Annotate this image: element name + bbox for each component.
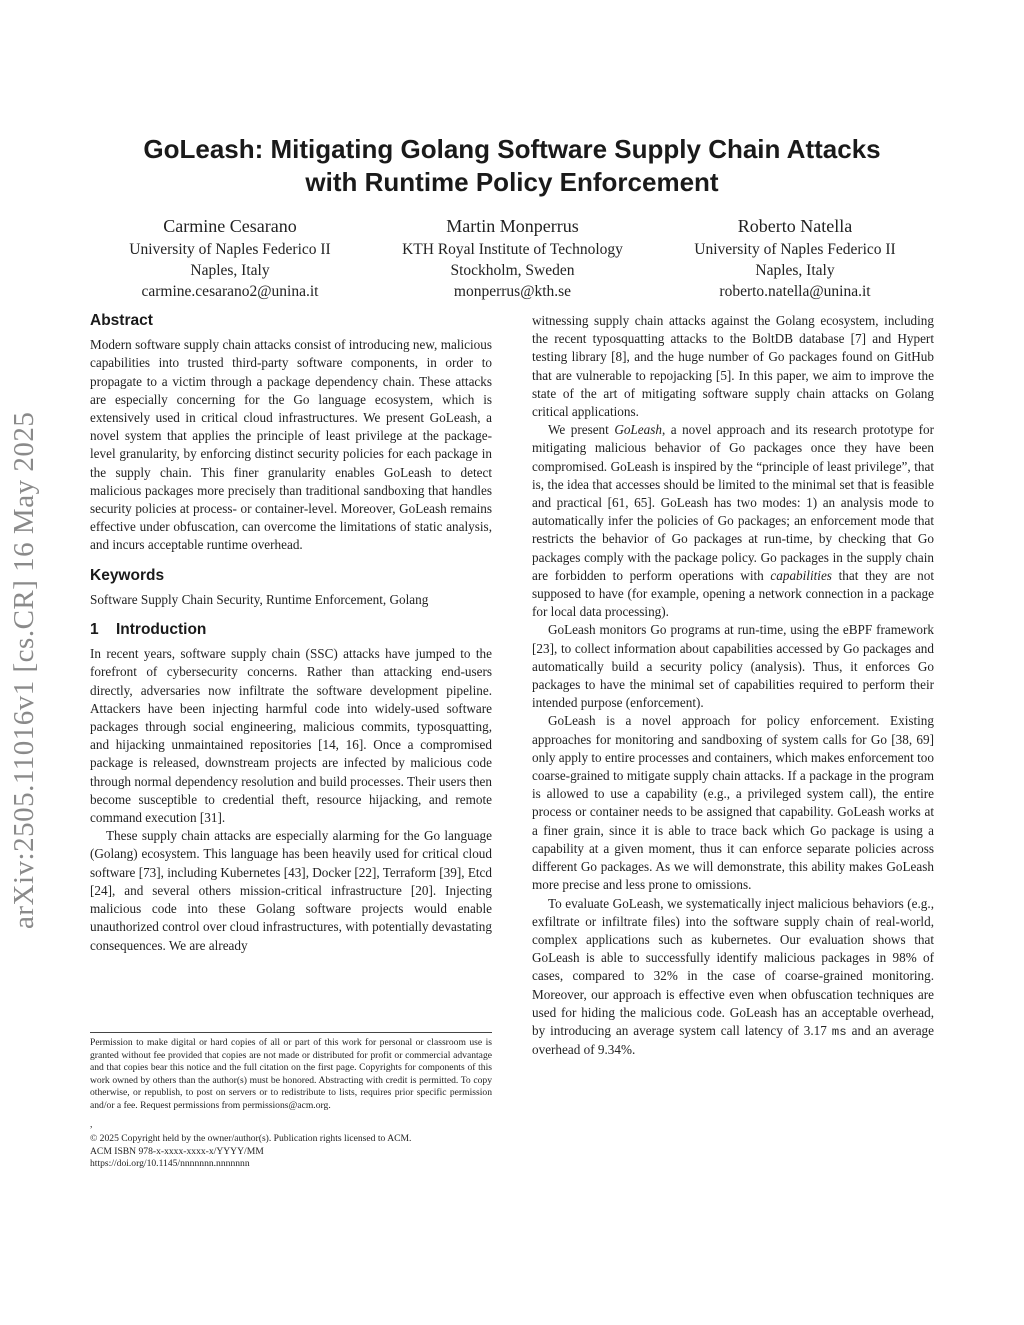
title-line-1: GoLeash: Mitigating Golang Software Supply Chain Attacks: [143, 134, 881, 164]
keywords-text: Software Supply Chain Security, Runtime Enforcement, Golang: [90, 591, 429, 607]
author-email[interactable]: carmine.cesarano2@unina.it: [141, 283, 319, 300]
unit-ms: ms: [831, 1024, 847, 1039]
intro-paragraph: In recent years, software supply chain (SSC) attacks have jumped to the forefront of cybersecurity concerns. Rather than attacking end-users directly, adversaries now infiltrate the software development pipeline. Attackers have been injecting harmful code into widely-used software packages through social engineering, malicious commits, typosquatting, and hijacking unmaintained repositories [14, 16]. Once a compromised package is released, downstream projects are infected by malicious code through normal dependency resolution and build processes. Their users then become susceptible to credential theft, resource hijacking, and remote command execution [31].: [90, 646, 492, 826]
author-affiliation: KTH Royal Institute of Technology: [402, 241, 623, 258]
text-run: To evaluate GoLeash, we systematically inject malicious behaviors (e.g., exfiltrate or infiltrate files) into the software supply chain of real-world, complex applications such as kubernetes. Our evaluation shows that GoLeash is able to successfully identify malicious packages in 98% of cases, compared to 32% in the case of coarse-grained monitoring. Moreover, our approach is effective even when obfuscation techniques are used for hiding the malicious code. GoLeash has an acceptable overhead, by introducing an average system call latency of 3.17: [532, 895, 934, 1038]
section-number: 1: [90, 621, 99, 639]
isbn-line: ACM ISBN 978-x-xxxx-xxxx-x/YYYY/MM: [90, 1145, 264, 1157]
intro-paragraph: These supply chain attacks are especially alarming for the Go language (Golang) ecosystem. This language has been heavily used for critical cloud software [73], including Kubernetes [43], Docker [22], Terraform [39], Etcd [24], and several others mission-critical infrastructure [20]. Injecting malicious code into these Golang software projects would enable unauthorized control over cloud infrastructures, with potentially devastating consequences. We are already: [90, 828, 493, 953]
abstract-text: Modern software supply chain attacks consist of introducing new, malicious capabilities into trusted third-party software components, in order to propagate to a victim through a package dependency chain. These attacks are especially concerning for the Go language ecosystem, which is extensively used in critical cloud infrastructures. We present GoLeash, a novel system that applies the principle of least privilege at the package-level granularity, by enforcing distinct security policies for each package in the supply chain. This finer granularity enables GoLeash to detect malicious packages more precisely than traditional sandboxing that handles security policies at process- or container-level. Moreover, GoLeash remains effective under obfuscation, can overcome the limitations of static analysis, and incurs acceptable runtime overhead.: [90, 337, 492, 553]
author-name: Martin Monperrus: [446, 216, 579, 236]
intro-paragraph: [532, 895, 934, 1060]
author-name: Carmine Cesarano: [163, 216, 297, 236]
author-affiliation: University of Naples Federico II: [694, 241, 896, 258]
emphasis-goleash: GoLeash: [614, 422, 662, 438]
intro-paragraph: [532, 421, 934, 621]
doi-link[interactable]: https://doi.org/10.1145/nnnnnnn.nnnnnnn: [90, 1158, 250, 1170]
author-block: [90, 214, 370, 302]
intro-paragraph: GoLeash is a novel approach for policy enforcement. Existing approaches for monitoring and sandboxing of system calls for Go [38, 69] only apply to entire processes and containers, which makes enforcement too coarse-grained to mitigate supply chain attacks. If a package in the program is allowed to use a capability (e.g., a privileged system call), the entire process or container needs to be assigned that capability. GoLeash works at a finer grain, since it is able to trace back which Go package is using a capability at a given moment, thus it can enforce separate policies across different Go packages. As we will demonstrate, this ability makes GoLeash more precise and less prone to omissions.: [532, 713, 934, 893]
footnote-separator: ,: [90, 1118, 93, 1130]
left-column: [90, 312, 492, 955]
author-affiliation: University of Naples Federico II: [129, 241, 331, 258]
section-title: Introduction: [116, 621, 207, 639]
introduction-heading: [90, 621, 492, 639]
author-block: [373, 214, 653, 302]
copyright-footnote: [90, 1032, 492, 1171]
author-name: Roberto Natella: [737, 216, 853, 236]
intro-paragraph: GoLeash monitors Go programs at run-time, using the eBPF framework [23], to collect information about capabilities accessed by Go packages and automatically build a security policy (analysis). Thus, it enforces Go packages to have the minimal set of capabilities required to perform their intended purpose (enforcement).: [532, 622, 934, 711]
title-line-2: with Runtime Policy Enforcement: [305, 167, 719, 197]
permission-notice: Permission to make digital or hard copies of all or part of this work for personal or classroom use is granted without fee provided that copies are not made or distributed for profit or commercial advantage and that copies bear this notice and the full citation on the first page. Copyrights for components of this work owned by others than the author(s) must be honored. Abstracting with credit is permitted. To copy otherwise, or republish, to post on servers or to redistribute to lists, requires prior specific permission and/or a fee. Request permissions from permissions@acm.org.: [90, 1037, 492, 1111]
author-location: Stockholm, Sweden: [450, 262, 575, 279]
text-run: We present: [548, 422, 615, 438]
author-location: Naples, Italy: [190, 262, 270, 279]
author-location: Naples, Italy: [755, 262, 835, 279]
text-run: and an average overhead of 9.34%.: [532, 1022, 935, 1058]
abstract-heading: Abstract: [90, 312, 153, 329]
emphasis-capabilities: capabilities: [770, 567, 832, 583]
author-list: [90, 214, 935, 302]
author-email[interactable]: roberto.natella@unina.it: [719, 283, 871, 300]
copyright-line: © 2025 Copyright held by the owner/author(s). Publication rights licensed to ACM.: [90, 1133, 412, 1145]
author-block: [655, 214, 935, 302]
intro-paragraph: witnessing supply chain attacks against the Golang ecosystem, including the recent typosquatting attacks to the BoltDB database [7] and Hypert testing library [8], and the huge number of Go packages found on GitHub that are vulnerable to repojacking [5]. In this paper, we aim to improve the state of the art of mitigating software supply chain attacks on Golang critical applications.: [532, 313, 934, 420]
paper-title: [100, 133, 924, 199]
keywords-heading: Keywords: [90, 566, 165, 584]
author-email[interactable]: monperrus@kth.se: [453, 283, 572, 300]
text-run: that they are not supposed to have (for example, opening a network connection in a package for local data processing).: [532, 567, 934, 620]
arxiv-sidebar-id: arXiv:2505.11016v1 [cs.CR] 16 May 2025: [8, 411, 40, 929]
right-column: [532, 312, 934, 1059]
text-run: , a novel approach and its research prototype for mitigating malicious behavior of Go packages once they have been compromised. GoLeash is inspired by the “principle of least privilege”, that is, the idea that accesses should be limited to the minimal set that is feasible and practical [61, 65]. GoLeash has two modes: 1) an analysis mode to automatically infer the policies of Go packages; an enforcement mode that restricts the behavior of Go packages at run-time, by checking that Go packages comply with the package policy. Go packages in the supply chain are forbidden to perform operations with: [532, 422, 934, 583]
